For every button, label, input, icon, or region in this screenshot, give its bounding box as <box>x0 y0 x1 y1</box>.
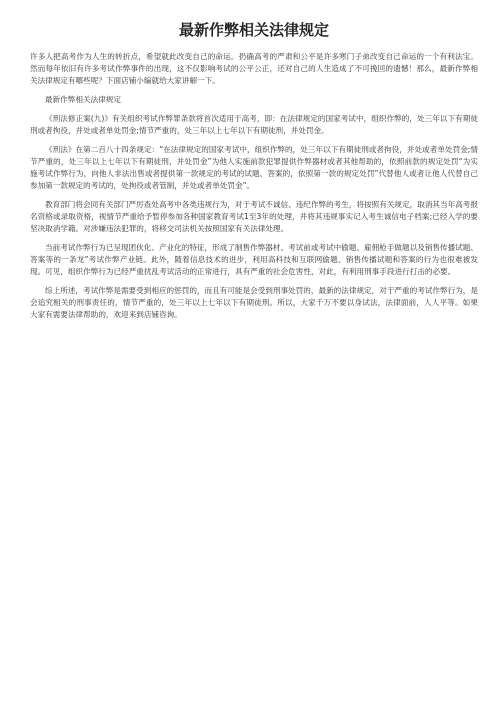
page-title: 最新作弊相关法律规定 <box>178 21 329 39</box>
section-heading: 最新作弊相关法律规定 <box>45 95 121 104</box>
intro-paragraph: 许多人把高考作为人生的转折点，希望就此改变自己的命运。扔确高考的严肃和公平是许多寒门子弟改变自己命运的一个有利法宝。然而每年依旧有许多考试作弊事件的出现，这不仅影响考试的公平公正，还对自己的人生造成了不可挽回的遗憾！那么，最新作弊相关法律规定有哪些呢？下面店铺小编就给大家讲解一下。 <box>30 52 478 85</box>
body-paragraph: 《刑法修正案(九)》有关组织考试作弊罪条款将首次适用于高考，即：在法律规定的国家考试中，组织作弊的，处三年以下有期徒刑或者拘役，并处或者单处罚金;情节严重的，处三年以上七年以下有期徒刑，并处罚金。 <box>30 114 478 135</box>
body-paragraph: 《刑法》在第二百八十四条规定：“在法律规定的国家考试中，组织作弊的，处三年以下有期徒刑或者拘役，并处或者单处罚金;情节严重的，处三年以上七年以下有期徒刑，并处罚金”为他人实施前款犯罪提供作弊器材或者其他帮助的，依照前款的规定处罚“为实施考试作弊行为，向他人非法出售或者提供第一款规定的考试的试题、答案的，依照第一款的规定处罚”代替他人或者让他人代替自己参加第一款规定的考试的，处拘役或者管制，并处或者单处罚金”。 <box>30 145 478 190</box>
body-paragraph: 当前考试作弊行为已呈现团伙化、产业化的特征，形成了制售作弊器材、考试前或考试中偷题、雇佣枪手做题以及销售传播试题、答案等的一条龙”考试作弊产业链。此外，随着信息技术的进步，利用高科技和互联网偷题、销售传播试题和答案的行为也很难被发现。可见，组织作弊行为已经严重扰乱考试活动的正常进行，具有严重的社会危害性，对此，有利用刑事手段进行打击的必要。 <box>30 243 478 276</box>
conclusion-paragraph: 综上所述，考试作弊是需要受到相应的惩罚的，而且有可能是会受到刑事处罚的，最新的法律规定，对于严重的考试作弊行为，是会追究相关的刑事责任的，情节严重的，处三年以上七年以下有期徒刑。所以，大家千万不要以身试法，法律面前，人人平等。如果大家有需要法律帮助的，欢迎来到店铺咨询。 <box>30 286 478 319</box>
body-paragraph: 教育部门将会同有关部门严厉查处高考中各类违规行为，对于考试不诚信、违纪作弊的考生，将按照有关规定，取消其当年高考报名资格或录取资格，视情节严重给予暂停参加各种国家教育考试1至3年的处理，并将其违规事实记入考生诚信电子档案;已经入学的要坚决取消学籍。对涉嫌违法犯罪的，将移交司法机关按照国家有关法律处理。 <box>30 200 478 233</box>
